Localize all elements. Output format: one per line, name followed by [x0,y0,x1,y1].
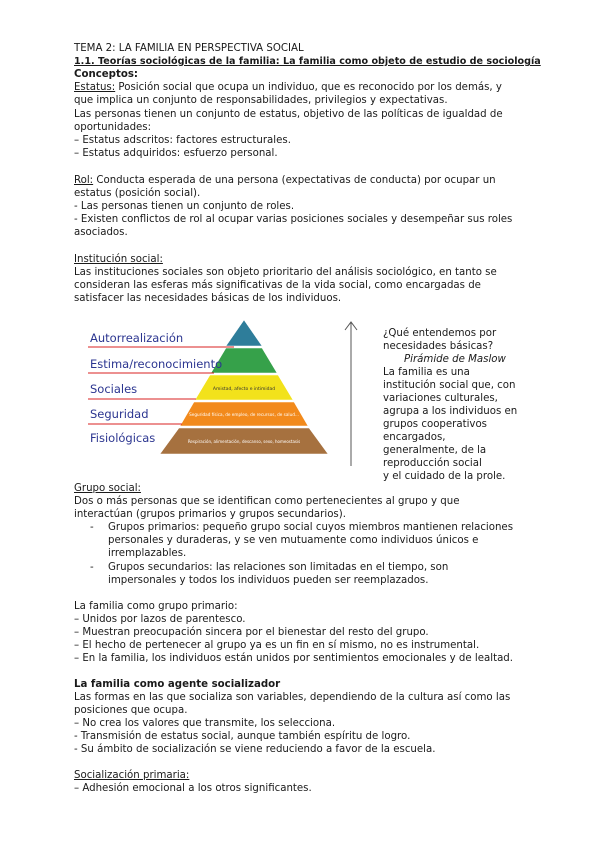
inst-line-3: satisfacer las necesidades básicas de los individuos. [74,293,342,304]
familia-primario-heading: La familia como grupo primario: [74,601,238,612]
estatus-line-2: que implica un conjunto de responsabilidades, privilegios y expectativas. [74,95,448,106]
grupo-line-1: Dos o más personas que se identifican como pertenecientes al grupo y que [74,496,460,507]
grupo-item-1-line-2: personales y duraderas, y se ven mutuamente como individuos únicos e [108,535,479,546]
familia-primario-item-4: – En la familia, los individuos están unidos por sentimientos emocionales y de lealtad. [74,653,514,664]
socializacion-primaria-heading: Socialización primaria: [74,770,190,781]
grupo-item-1-dash: - [90,522,94,533]
grupo-heading: Grupo social: [74,483,141,494]
familia-primario-item-3: – El hecho de pertenecer al grupo ya es un fin en sí mismo, no es instrumental. [74,640,480,651]
rol-text-1: Conducta esperada de una persona (expectativas de conducta) por ocupar un [93,175,496,186]
familia-primario-item-2: – Muestran preocupación sincera por el bienestar del resto del grupo. [74,627,429,638]
pyramid-level-3-text: Amistad, afecto e intimidad [212,387,276,392]
estatus-text-1: Posición social que ocupa un individuo, que es reconocido por los demás, y [115,82,502,93]
rol-label: Rol: [74,175,94,186]
side-q-line-1 [383,327,527,340]
side-line-6: encargados, [383,432,446,443]
side-line-4: agrupa a los individuos en [383,406,518,417]
side-line-9: y el cuidado de la prole. [383,471,506,482]
pyramid-level-5-text: Respiración, alimentación, descanso, sexo, homeostasis [187,439,301,444]
rol-line-1 [74,174,496,187]
pyramid-label-estima: Estima/reconocimiento [90,357,223,371]
grupo-item-2-line-2: impersonales y todos los individuos pueden ser reemplazados. [108,575,429,586]
agente-line-2: posiciones que ocupa. [74,705,188,716]
inst-line-2: consideran las esferas más significativas de la vida social, como encargadas de [74,280,481,291]
estatus-line-6: – Estatus adquiridos: esfuerzo personal. [74,148,278,159]
pyramid-level-4-text: Seguridad física, de empleo, de recursos, de salud... [189,412,299,417]
estatus-line-1 [74,81,502,94]
maslow-pyramid-figure [84,318,334,466]
estatus-label: Estatus: [74,82,116,93]
section-subtitle: 1.1. Teorías sociológicas de la familia: La familia como objeto de estudio de sociología [74,56,541,67]
side-line-1: La familia es una [383,367,470,378]
grupo-item-1-line-1: Grupos primarios: pequeño grupo social cuyos miembros mantienen relaciones [108,522,514,533]
side-q-line-2: necesidades básicas? [383,341,494,352]
agente-line-3: – No crea los valores que transmite, los selecciona. [74,718,336,729]
side-line-7: generalmente, de la [383,445,487,456]
estatus-line-4: oportunidades: [74,122,152,133]
grupo-item-2-dash: - [90,562,94,573]
grupo-item-2-line-1: Grupos secundarios: las relaciones son limitadas en el tiempo, son [108,562,449,573]
side-line-3: variaciones culturales, [383,393,498,404]
agente-line-5: - Su ámbito de socialización se viene reduciendo a favor de la escuela. [74,744,436,755]
estatus-line-5: – Estatus adscritos: factores estructurales. [74,135,291,146]
estatus-line-3: Las personas tienen un conjunto de estatus, objetivo de las políticas de igualdad de [74,109,503,120]
doc-title: TEMA 2: LA FAMILIA EN PERSPECTIVA SOCIAL [74,43,304,54]
side-line-2: institución social que, con [383,380,516,391]
pyramid-label-sociales: Sociales [90,382,138,396]
side-q-1: ¿Qué entendemos por [383,328,497,339]
grupo-line-2: interactúan (grupos primarios y grupos secundarios). [74,509,346,520]
maslow-caption: Pirámide de Maslow [404,354,506,365]
familia-primario-item-1: – Unidos por lazos de parentesco. [74,614,246,625]
side-line-5: grupos cooperativos [383,419,487,430]
pyramid-label-fisiologicas: Fisiológicas [90,431,156,445]
pyramid-label-autorrealizacion: Autorrealización [90,331,184,345]
side-line-8: reproducción social [383,458,482,469]
rol-line-4: - Existen conflictos de rol al ocupar varias posiciones sociales y desempeñar sus roles [74,214,513,225]
pyramid-label-seguridad: Seguridad [90,407,149,421]
institucion-heading: Institución social: [74,254,163,265]
up-arrow-icon [341,318,361,468]
rol-line-5: asociados. [74,227,128,238]
rol-line-2: estatus (posición social). [74,188,201,199]
grupo-item-1-line-3: irremplazables. [108,548,187,559]
agente-line-1: Las formas en las que socializa son variables, dependiendo de la cultura así como las [74,692,511,703]
socializacion-primaria-line-1: – Adhesión emocional a los otros significantes. [74,783,312,794]
agente-line-4: - Transmisión de estatus social, aunque también espíritu de logro. [74,731,411,742]
pyramid-level-1 [226,320,262,346]
rol-line-3: - Las personas tienen un conjunto de roles. [74,201,295,212]
inst-line-1: Las instituciones sociales son objeto prioritario del análisis sociológico, en tanto se [74,267,497,278]
conceptos-heading: Conceptos: [74,69,138,80]
agente-heading: La familia como agente socializador [74,679,281,690]
